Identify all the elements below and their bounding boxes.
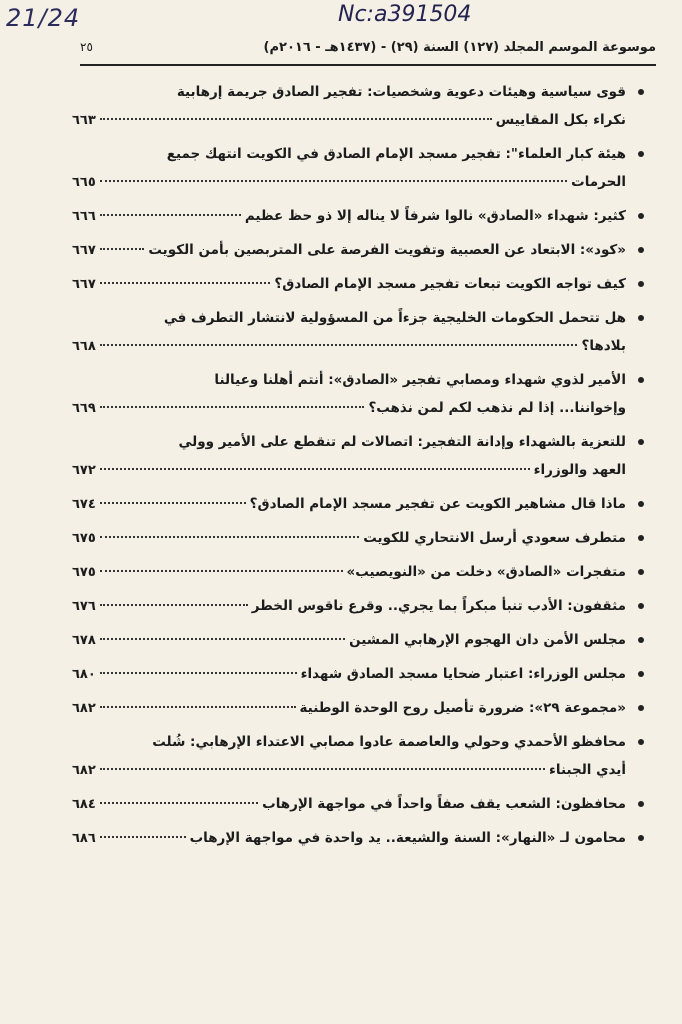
dot-leader bbox=[100, 570, 343, 572]
toc-page-number: ٦٨٢ bbox=[72, 763, 96, 778]
bullet-icon bbox=[638, 439, 644, 445]
toc-entry-line bbox=[72, 626, 626, 654]
bullet-icon bbox=[638, 247, 644, 253]
toc-entry bbox=[72, 428, 648, 484]
dot-leader bbox=[100, 118, 492, 120]
toc-page-number: ٦٨٠ bbox=[72, 667, 96, 682]
page-number: ٢٥ bbox=[80, 40, 93, 54]
toc-entry-line bbox=[72, 394, 626, 422]
toc-entry bbox=[72, 202, 648, 230]
toc-entry bbox=[72, 626, 648, 654]
bullet-icon bbox=[638, 671, 644, 677]
bullet-icon bbox=[638, 637, 644, 643]
toc-entry-text: محامون لـ «النهار»: السنة والشيعة.. يد واحدة في مواجهة الإرهاب bbox=[189, 830, 626, 846]
bullet-icon bbox=[638, 151, 644, 157]
bullet-icon bbox=[638, 535, 644, 541]
dot-leader bbox=[100, 802, 258, 804]
toc-entry-text: متفجرات «الصادق» دخلت من «النويصيب» bbox=[346, 564, 626, 580]
toc-entry-text: «مجموعة ٢٩»: ضرورة تأصيل روح الوحدة الوطنية bbox=[299, 700, 626, 716]
toc-entry bbox=[72, 524, 648, 552]
bullet-icon bbox=[638, 315, 644, 321]
toc-page-number: ٦٦٥ bbox=[72, 175, 96, 190]
toc-entry bbox=[72, 660, 648, 688]
toc-entry-line bbox=[72, 202, 626, 230]
toc-entry-text: مثقفون: الأدب تنبأ مبكراً بما يجري.. وقرع ناقوس الخطر bbox=[251, 598, 626, 614]
bullet-icon bbox=[638, 739, 644, 745]
toc-entry-text: كيف تواجه الكويت تبعات تفجير مسجد الإمام الصادق؟ bbox=[274, 276, 626, 292]
toc-page-number: ٦٦٦ bbox=[72, 209, 96, 224]
toc-page-number: ٦٨٢ bbox=[72, 701, 96, 716]
toc-entry bbox=[72, 728, 648, 784]
dot-leader bbox=[100, 672, 297, 674]
toc-page-number: ٦٦٧ bbox=[72, 243, 96, 258]
toc-entry-text: للتعزية بالشهداء وإدانة التفجير: اتصالات لم تنقطع على الأمير وولي bbox=[178, 434, 626, 450]
toc-entry bbox=[72, 236, 648, 264]
toc-entry-line bbox=[72, 456, 626, 484]
toc-entry-text: «كود»: الابتعاد عن العصبية وتفويت الفرصة على المتربصين بأمن الكويت bbox=[148, 242, 626, 258]
toc-page-number: ٦٦٩ bbox=[72, 401, 96, 416]
toc-page-number: ٦٧٦ bbox=[72, 599, 96, 614]
toc-entry-line bbox=[72, 270, 626, 298]
toc-page-number: ٦٧٥ bbox=[72, 531, 96, 546]
bullet-icon bbox=[638, 281, 644, 287]
dot-leader bbox=[100, 638, 345, 640]
toc-page-number: ٦٨٤ bbox=[72, 797, 96, 812]
toc-entry bbox=[72, 558, 648, 586]
toc-entry-line bbox=[72, 168, 626, 196]
toc-entry bbox=[72, 304, 648, 360]
toc-entry-text: محافظون: الشعب يقف صفاً واحداً في مواجهة الإرهاب bbox=[262, 796, 626, 812]
toc-entry-text: هيئة كبار العلماء": تفجير مسجد الإمام الصادق في الكويت انتهك جميع bbox=[166, 146, 626, 162]
toc-page-number: ٦٦٧ bbox=[72, 277, 96, 292]
toc-entry bbox=[72, 694, 648, 722]
toc-entry-text: هل تتحمل الحكومات الخليجية جزءاً من المسؤولية لانتشار التطرف في bbox=[163, 310, 626, 326]
dot-leader bbox=[100, 344, 578, 346]
dot-leader bbox=[100, 502, 246, 504]
dot-leader bbox=[100, 248, 145, 250]
toc-entry-text: مجلس الوزراء: اعتبار ضحايا مسجد الصادق شهداء bbox=[300, 666, 626, 682]
handwritten-reference: Nc:a391504 bbox=[338, 2, 472, 27]
header-rule bbox=[80, 64, 656, 66]
toc-entry-line bbox=[72, 660, 626, 688]
toc-entry-line bbox=[72, 524, 626, 552]
bullet-icon bbox=[638, 213, 644, 219]
dot-leader bbox=[100, 768, 545, 770]
dot-leader bbox=[100, 536, 359, 538]
dot-leader bbox=[100, 604, 248, 606]
dot-leader bbox=[100, 282, 271, 284]
toc-entry-text: محافظو الأحمدي وحولي والعاصمة عادوا مصابي الاعتداء الإرهابي: شُلت bbox=[152, 734, 626, 750]
bullet-icon bbox=[638, 705, 644, 711]
toc-entry-line bbox=[72, 106, 626, 134]
toc-entry bbox=[72, 824, 648, 852]
toc-entry-line bbox=[72, 558, 626, 586]
dot-leader bbox=[100, 836, 186, 838]
bullet-icon bbox=[638, 377, 644, 383]
toc-entry-line bbox=[72, 366, 626, 394]
toc-entry-text: كثير: شهداء «الصادق» نالوا شرفاً لا يناله إلا ذو حظ عظيم bbox=[244, 208, 626, 224]
toc-entry-text: الأمير لذوي شهداء ومصابي تفجير «الصادق»: أنتم أهلنا وعيالنا bbox=[214, 372, 626, 388]
toc-entry-line bbox=[72, 78, 626, 106]
bullet-icon bbox=[638, 501, 644, 507]
toc-page-number: ٦٨٦ bbox=[72, 831, 96, 846]
toc-entry bbox=[72, 78, 648, 134]
toc-entry-line bbox=[72, 332, 626, 360]
dot-leader bbox=[100, 468, 530, 470]
handwritten-page-count: 21/24 bbox=[6, 4, 81, 32]
toc-entry-line bbox=[72, 592, 626, 620]
toc-entry bbox=[72, 592, 648, 620]
table-of-contents bbox=[72, 78, 648, 858]
toc-page-number: ٦٦٣ bbox=[72, 113, 96, 128]
toc-entry-line bbox=[72, 236, 626, 264]
toc-entry-line bbox=[72, 490, 626, 518]
toc-entry-line bbox=[72, 304, 626, 332]
toc-entry-text: نكراء بكل المقاييس bbox=[495, 112, 626, 128]
toc-page-number: ٦٧٥ bbox=[72, 565, 96, 580]
toc-page-number: ٦٦٨ bbox=[72, 339, 96, 354]
toc-entry-text: العهد والوزراء bbox=[533, 462, 626, 478]
toc-entry bbox=[72, 366, 648, 422]
bullet-icon bbox=[638, 603, 644, 609]
bullet-icon bbox=[638, 569, 644, 575]
toc-entry-line bbox=[72, 428, 626, 456]
toc-entry-text: وإخواننا... إذا لم نذهب لكم لمن نذهب؟ bbox=[368, 400, 626, 416]
running-header bbox=[80, 40, 656, 62]
toc-entry-text: بلادها؟ bbox=[581, 338, 626, 354]
toc-entry bbox=[72, 790, 648, 818]
dot-leader bbox=[100, 180, 567, 182]
toc-page-number: ٦٧٤ bbox=[72, 497, 96, 512]
toc-entry-line bbox=[72, 824, 626, 852]
toc-entry-text: أيدي الجبناء bbox=[549, 762, 626, 778]
toc-entry bbox=[72, 490, 648, 518]
toc-entry-text: الحرمات bbox=[571, 174, 626, 190]
bullet-icon bbox=[638, 835, 644, 841]
bullet-icon bbox=[638, 89, 644, 95]
toc-page-number: ٦٧٨ bbox=[72, 633, 96, 648]
toc-entry-line bbox=[72, 140, 626, 168]
toc-entry-text: مجلس الأمن دان الهجوم الإرهابي المشين bbox=[349, 632, 626, 648]
toc-entry-line bbox=[72, 728, 626, 756]
toc-entry-text: ماذا قال مشاهير الكويت عن تفجير مسجد الإمام الصادق؟ bbox=[249, 496, 626, 512]
header-title: موسوعة الموسم المجلد (١٢٧) السنة (٢٩) - (١٤٣٧هـ - ٢٠١٦م) bbox=[263, 40, 656, 55]
toc-entry-text: متطرف سعودي أرسل الانتحاري للكويت bbox=[363, 530, 626, 546]
dot-leader bbox=[100, 706, 296, 708]
dot-leader bbox=[100, 214, 241, 216]
toc-entry-line bbox=[72, 756, 626, 784]
toc-entry-line bbox=[72, 790, 626, 818]
toc-entry-line bbox=[72, 694, 626, 722]
toc-entry bbox=[72, 140, 648, 196]
dot-leader bbox=[100, 406, 365, 408]
toc-entry-text: قوى سياسية وهيئات دعوية وشخصيات: تفجير الصادق جريمة إرهابية bbox=[176, 84, 626, 100]
toc-entry bbox=[72, 270, 648, 298]
bullet-icon bbox=[638, 801, 644, 807]
toc-page-number: ٦٧٢ bbox=[72, 463, 96, 478]
